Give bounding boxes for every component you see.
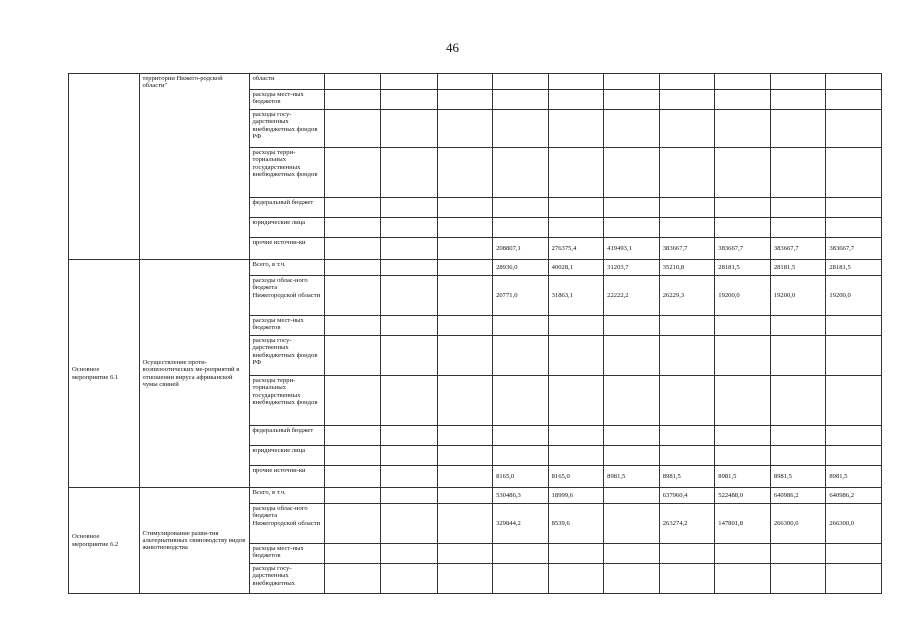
value-cell	[493, 564, 549, 594]
empty-cell	[437, 218, 493, 238]
empty-cell	[437, 466, 493, 488]
value-cell: 208807,1	[493, 238, 549, 260]
value-cell	[548, 376, 604, 426]
value-cell	[548, 446, 604, 466]
value-cell	[770, 74, 826, 90]
value-cell	[659, 148, 715, 198]
funding-source-label: расходы терри-ториальных государственных внебюджетных фондов	[249, 148, 325, 198]
value-cell	[770, 336, 826, 376]
empty-cell	[325, 148, 381, 198]
value-cell	[715, 74, 771, 90]
empty-cell	[325, 488, 381, 504]
value-cell	[604, 544, 660, 564]
empty-cell	[325, 198, 381, 218]
value-cell: 8981,5	[826, 466, 882, 488]
value-cell	[715, 446, 771, 466]
value-cell	[548, 218, 604, 238]
value-cell	[604, 564, 660, 594]
value-cell: 19200,0	[770, 276, 826, 316]
value-cell	[493, 148, 549, 198]
funding-source-label: Всего, в т.ч.	[249, 488, 325, 504]
table-body	[69, 74, 882, 594]
value-cell	[493, 198, 549, 218]
value-cell: 31203,7	[604, 260, 660, 276]
empty-cell	[325, 218, 381, 238]
value-cell: 266300,0	[770, 504, 826, 544]
value-cell	[826, 218, 882, 238]
funding-source-label: прочие источни-ки	[249, 466, 325, 488]
funding-source-label: расходы госу-дарственных внебюджетных фондов РФ	[249, 110, 325, 148]
value-cell	[604, 316, 660, 336]
empty-cell	[380, 276, 437, 316]
value-cell	[548, 316, 604, 336]
value-cell: 263274,2	[659, 504, 715, 544]
empty-cell	[325, 376, 381, 426]
value-cell	[659, 316, 715, 336]
empty-cell	[437, 488, 493, 504]
value-cell	[659, 544, 715, 564]
value-cell: 530486,3	[493, 488, 549, 504]
empty-cell	[437, 426, 493, 446]
value-cell: 640986,2	[826, 488, 882, 504]
value-cell	[770, 198, 826, 218]
value-cell	[826, 376, 882, 426]
empty-cell	[380, 466, 437, 488]
empty-cell	[437, 276, 493, 316]
funding-source-label: расходы терри-ториальных государственных внебюджетных фондов	[249, 376, 325, 426]
empty-cell	[437, 564, 493, 594]
value-cell: 8539,6	[548, 504, 604, 544]
value-cell	[493, 90, 549, 110]
value-cell	[659, 110, 715, 148]
empty-cell	[325, 238, 381, 260]
empty-cell	[380, 488, 437, 504]
empty-cell	[325, 446, 381, 466]
empty-cell	[380, 336, 437, 376]
value-cell	[715, 148, 771, 198]
funding-source-label: расходы госу-дарственных внебюджетных	[249, 564, 325, 594]
empty-cell	[325, 504, 381, 544]
value-cell	[548, 198, 604, 218]
value-cell	[493, 110, 549, 148]
value-cell	[493, 376, 549, 426]
value-cell: 28181,5	[770, 260, 826, 276]
empty-cell	[437, 148, 493, 198]
value-cell	[826, 446, 882, 466]
value-cell	[770, 376, 826, 426]
page-number: 46	[446, 40, 459, 55]
value-cell: 18999,6	[548, 488, 604, 504]
value-cell: 383667,7	[659, 238, 715, 260]
value-cell: 383667,7	[770, 238, 826, 260]
funding-source-label: расходы госу-дарственных внебюджетных фондов РФ	[249, 336, 325, 376]
value-cell	[770, 564, 826, 594]
table-row	[69, 260, 882, 276]
value-cell: 522488,0	[715, 488, 771, 504]
empty-cell	[437, 238, 493, 260]
funding-source-label: юридические лица	[249, 446, 325, 466]
value-cell: 419493,1	[604, 238, 660, 260]
empty-cell	[380, 504, 437, 544]
funding-source-label: прочие источни-ки	[249, 238, 325, 260]
empty-cell	[380, 198, 437, 218]
empty-cell	[380, 148, 437, 198]
value-cell	[604, 488, 660, 504]
value-cell	[493, 446, 549, 466]
value-cell	[715, 90, 771, 110]
empty-cell	[380, 74, 437, 90]
value-cell	[659, 198, 715, 218]
value-cell	[493, 316, 549, 336]
value-cell	[770, 218, 826, 238]
value-cell	[770, 446, 826, 466]
value-cell	[826, 74, 882, 90]
value-cell: 276375,4	[548, 238, 604, 260]
budget-table	[68, 73, 882, 594]
value-cell: 35210,8	[659, 260, 715, 276]
empty-cell	[325, 316, 381, 336]
value-cell	[493, 544, 549, 564]
value-cell: 8981,5	[659, 466, 715, 488]
empty-cell	[380, 260, 437, 276]
value-cell	[659, 336, 715, 376]
value-cell: 383667,7	[826, 238, 882, 260]
funding-source-label: расходы мест-ных бюджетов	[249, 316, 325, 336]
value-cell	[604, 74, 660, 90]
empty-cell	[380, 90, 437, 110]
empty-cell	[325, 426, 381, 446]
funding-source-label: расходы облас-ного бюджета Нижегородской области	[249, 276, 325, 316]
value-cell	[493, 218, 549, 238]
value-cell: 8981,5	[604, 466, 660, 488]
empty-cell	[380, 446, 437, 466]
value-cell: 28181,5	[826, 260, 882, 276]
table-row	[69, 488, 882, 504]
value-cell	[826, 198, 882, 218]
funding-source-label: федеральный бюджет	[249, 426, 325, 446]
value-cell	[548, 544, 604, 564]
value-cell	[715, 110, 771, 148]
event-name-cell: территории Нижего-родской области"	[139, 74, 249, 260]
value-cell	[826, 90, 882, 110]
value-cell	[548, 336, 604, 376]
value-cell	[659, 446, 715, 466]
event-code-cell	[69, 74, 140, 260]
value-cell: 28936,0	[493, 260, 549, 276]
table-row	[69, 74, 882, 90]
value-cell	[826, 336, 882, 376]
value-cell	[715, 564, 771, 594]
empty-cell	[325, 260, 381, 276]
empty-cell	[380, 426, 437, 446]
value-cell: 20771,0	[493, 276, 549, 316]
funding-source-label: федеральный бюджет	[249, 198, 325, 218]
empty-cell	[325, 276, 381, 316]
value-cell	[715, 336, 771, 376]
funding-source-label: расходы мест-ных бюджетов	[249, 90, 325, 110]
value-cell	[770, 110, 826, 148]
value-cell	[659, 74, 715, 90]
value-cell: 19200,0	[826, 276, 882, 316]
value-cell	[493, 336, 549, 376]
value-cell	[604, 198, 660, 218]
value-cell: 22222,2	[604, 276, 660, 316]
empty-cell	[437, 74, 493, 90]
value-cell	[715, 426, 771, 446]
value-cell	[659, 376, 715, 426]
value-cell	[659, 426, 715, 446]
value-cell	[826, 564, 882, 594]
empty-cell	[437, 90, 493, 110]
empty-cell	[380, 316, 437, 336]
value-cell	[604, 446, 660, 466]
event-name-cell: Осуществление проти-воэпизоотических ме-роприятий в отношении вируса африканской чумы свиней	[139, 260, 249, 488]
value-cell	[770, 544, 826, 564]
value-cell: 637960,4	[659, 488, 715, 504]
value-cell: 8981,5	[715, 466, 771, 488]
funding-source-label: расходы облас-ного бюджета Нижегородской области	[249, 504, 325, 544]
value-cell: 26229,3	[659, 276, 715, 316]
value-cell	[548, 426, 604, 446]
value-cell: 31863,1	[548, 276, 604, 316]
event-code-cell: Основное мероприятие 6.2	[69, 488, 140, 594]
value-cell	[604, 218, 660, 238]
value-cell: 19200,0	[715, 276, 771, 316]
value-cell: 8165,0	[493, 466, 549, 488]
value-cell	[604, 376, 660, 426]
funding-source-label: Всего, в т.ч.	[249, 260, 325, 276]
value-cell	[604, 426, 660, 446]
empty-cell	[325, 466, 381, 488]
value-cell: 8165,0	[548, 466, 604, 488]
value-cell	[770, 90, 826, 110]
value-cell	[548, 90, 604, 110]
value-cell	[548, 148, 604, 198]
value-cell	[770, 148, 826, 198]
value-cell: 383667,7	[715, 238, 771, 260]
event-code-cell: Основное мероприятие 6.1	[69, 260, 140, 488]
value-cell	[548, 74, 604, 90]
event-name-cell: Стимулирование разви-тия альтернативных свиноводству видов животноводства	[139, 488, 249, 594]
value-cell	[604, 110, 660, 148]
empty-cell	[380, 110, 437, 148]
empty-cell	[380, 376, 437, 426]
value-cell	[826, 426, 882, 446]
empty-cell	[325, 544, 381, 564]
empty-cell	[437, 336, 493, 376]
value-cell	[770, 316, 826, 336]
value-cell	[493, 74, 549, 90]
value-cell	[826, 110, 882, 148]
empty-cell	[437, 376, 493, 426]
empty-cell	[380, 218, 437, 238]
value-cell	[826, 148, 882, 198]
empty-cell	[437, 446, 493, 466]
empty-cell	[380, 544, 437, 564]
value-cell: 640986,2	[770, 488, 826, 504]
empty-cell	[325, 336, 381, 376]
value-cell	[715, 198, 771, 218]
value-cell	[548, 110, 604, 148]
empty-cell	[380, 564, 437, 594]
empty-cell	[325, 110, 381, 148]
empty-cell	[325, 90, 381, 110]
value-cell: 8981,5	[770, 466, 826, 488]
value-cell	[826, 316, 882, 336]
empty-cell	[437, 316, 493, 336]
value-cell: 329844,2	[493, 504, 549, 544]
value-cell	[604, 90, 660, 110]
value-cell: 40028,1	[548, 260, 604, 276]
value-cell	[715, 218, 771, 238]
empty-cell	[437, 544, 493, 564]
empty-cell	[437, 260, 493, 276]
value-cell	[604, 148, 660, 198]
value-cell	[715, 316, 771, 336]
value-cell	[715, 376, 771, 426]
value-cell	[604, 336, 660, 376]
funding-source-label: юридические лица	[249, 218, 325, 238]
empty-cell	[437, 110, 493, 148]
value-cell	[548, 564, 604, 594]
empty-cell	[437, 198, 493, 218]
funding-source-label: области	[249, 74, 325, 90]
value-cell	[659, 90, 715, 110]
value-cell	[826, 544, 882, 564]
value-cell	[659, 564, 715, 594]
empty-cell	[437, 504, 493, 544]
empty-cell	[380, 238, 437, 260]
empty-cell	[325, 74, 381, 90]
value-cell	[770, 426, 826, 446]
value-cell: 28181,5	[715, 260, 771, 276]
empty-cell	[325, 564, 381, 594]
value-cell	[604, 504, 660, 544]
funding-source-label: расходы мест-ных бюджетов	[249, 544, 325, 564]
value-cell: 266300,0	[826, 504, 882, 544]
value-cell: 147801,8	[715, 504, 771, 544]
value-cell	[659, 218, 715, 238]
value-cell	[715, 544, 771, 564]
value-cell	[493, 426, 549, 446]
